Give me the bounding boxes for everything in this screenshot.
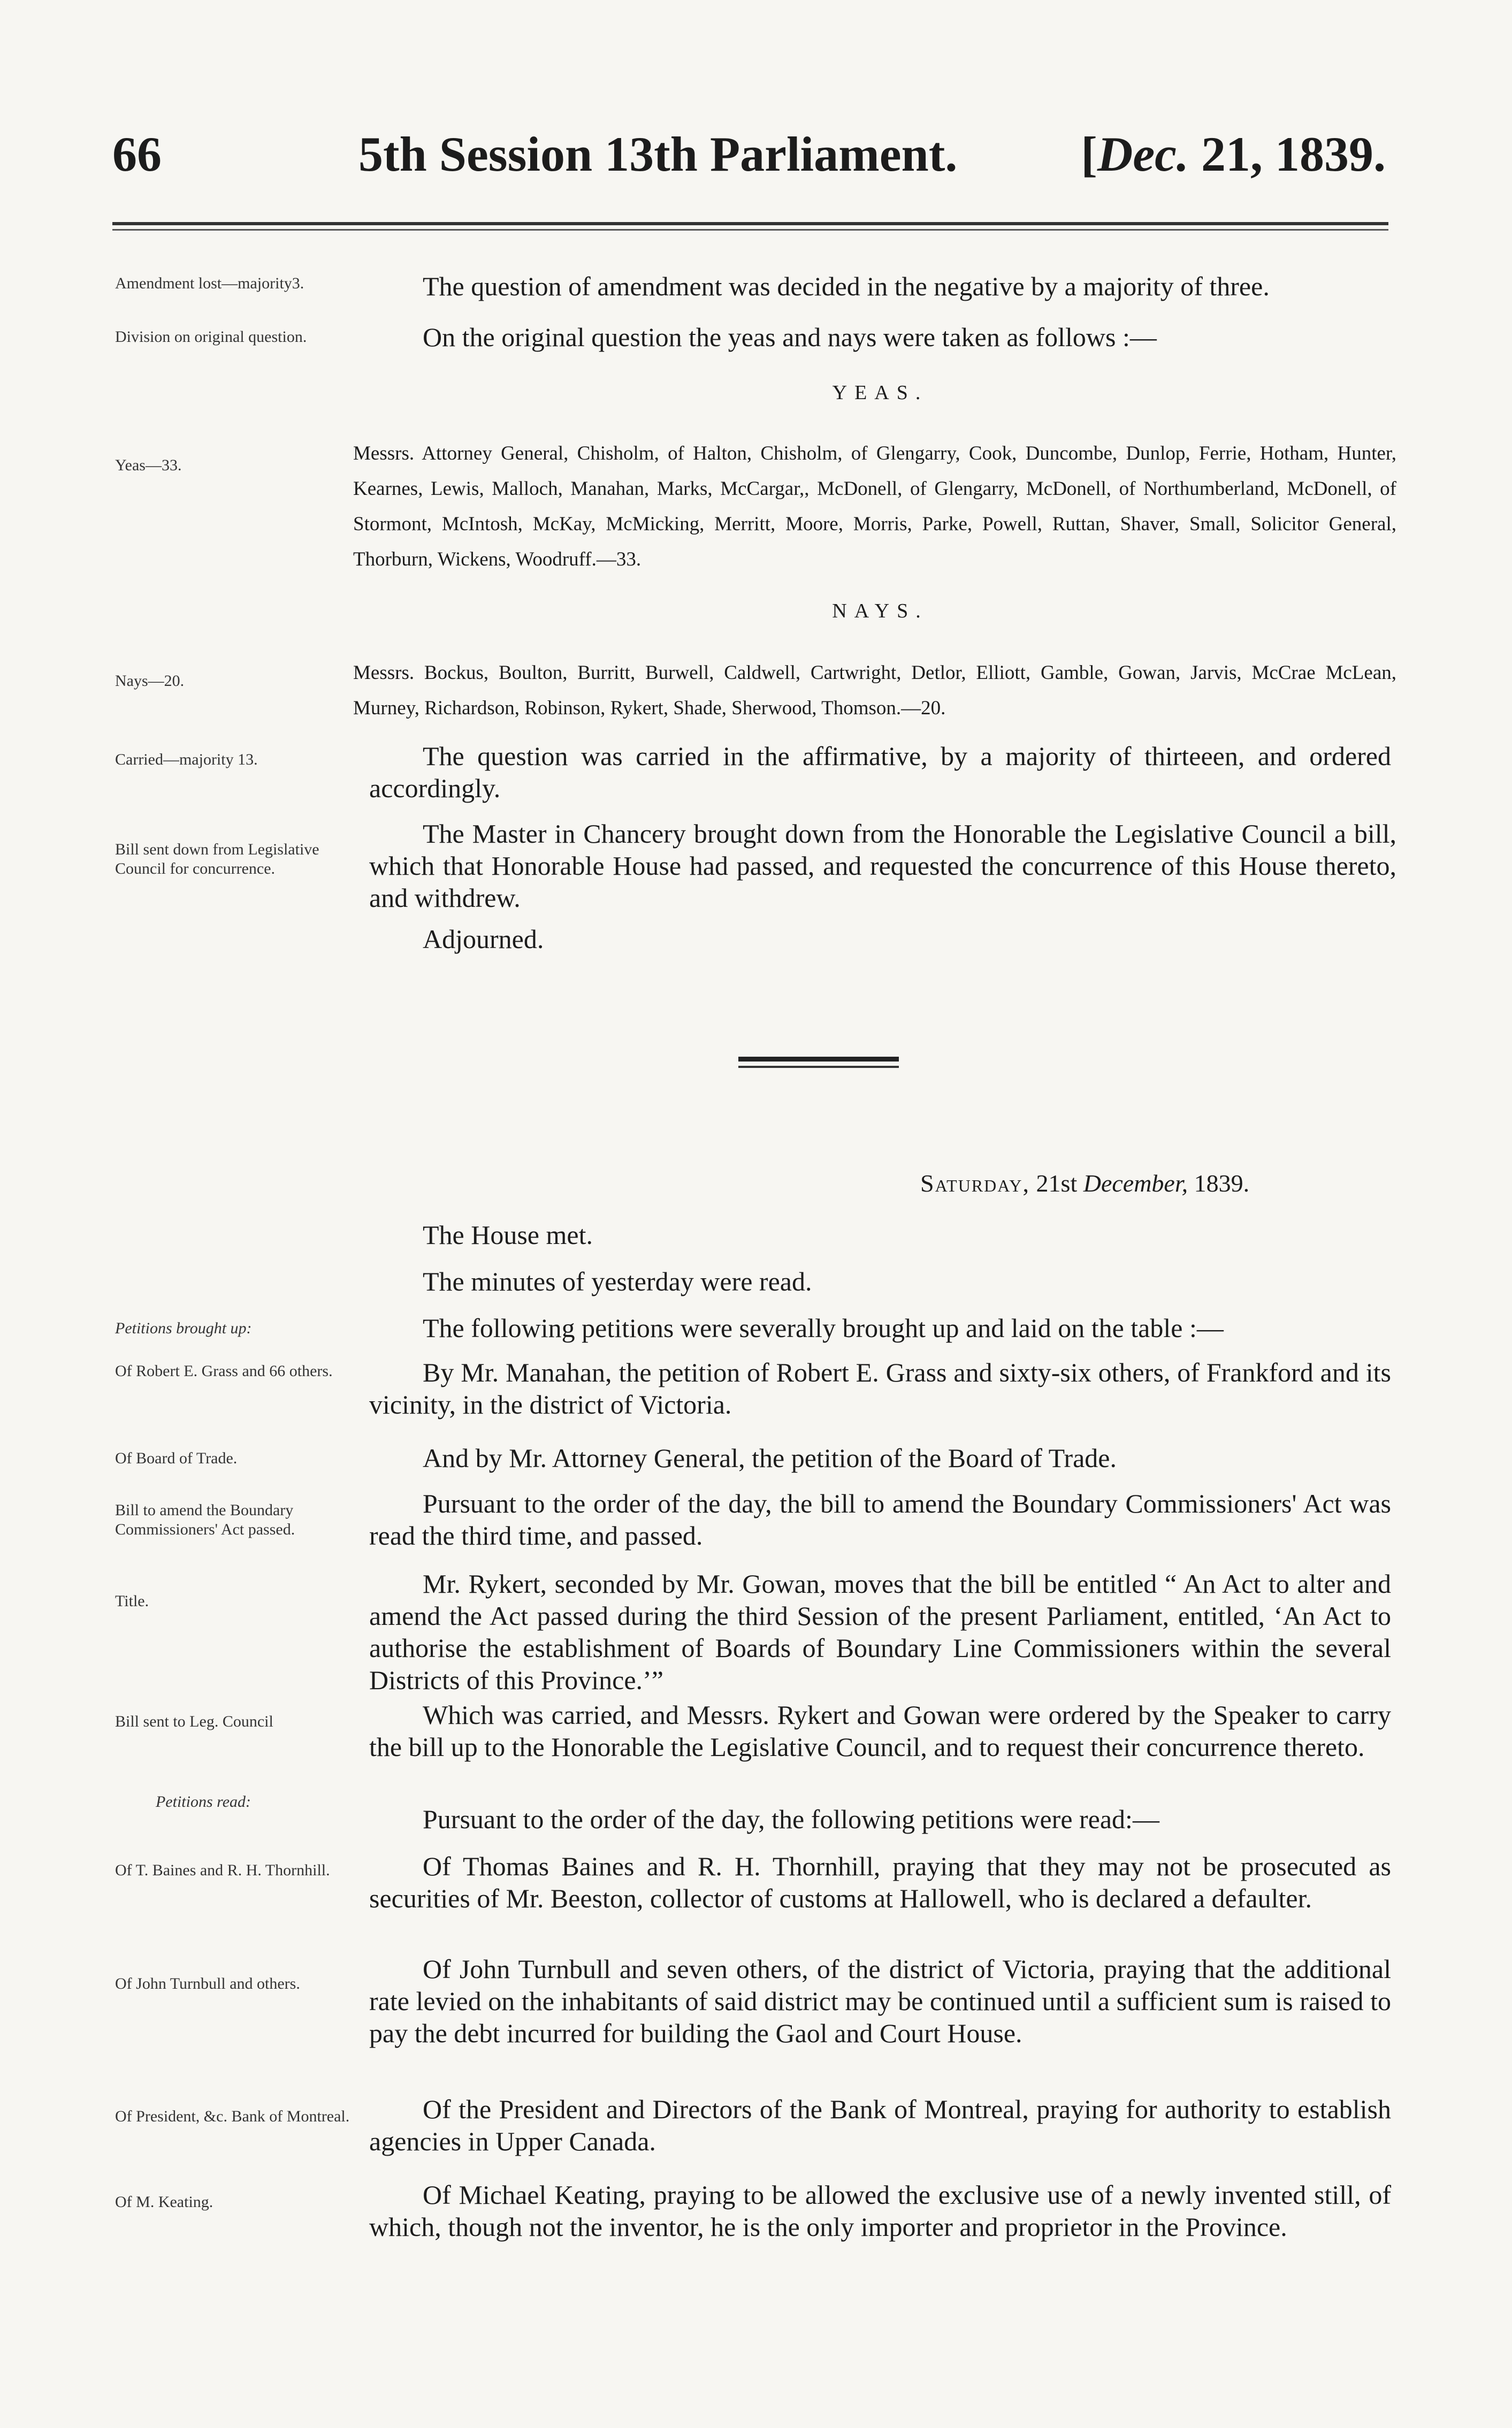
sitting-date: Saturday, 21st December, 1839. [920, 1170, 1250, 1197]
page-number: 66 [112, 127, 162, 181]
margin-note-grass: Of Robert E. Grass and 66 others. [115, 1362, 333, 1380]
paragraph-attorney: And by Mr. Attorney General, the petition of the Board of Trade. [423, 1443, 1117, 1473]
yeas-heading: YEAS. [832, 381, 928, 404]
margin-note-baines: Of T. Baines and R. H. Thornhill. [115, 1861, 330, 1879]
margin-note-board-trade: Of Board of Trade. [115, 1449, 238, 1467]
page-header [112, 126, 1386, 190]
margin-note-title: Title. [115, 1592, 149, 1610]
margin-note-bill-sent-down: Bill sent down from Legislative Council for concurrence. [115, 841, 319, 877]
margin-note-bill-sent-leg: Bill sent to Leg. Council [115, 1713, 273, 1730]
paragraph-minutes: The minutes of yesterday were read. [423, 1266, 812, 1296]
margin-note-nays: Nays—20. [115, 672, 185, 690]
paragraph-which-carried: Which was carried, and Messrs. Rykert and Gowan were ordered by the Speaker to carry the bill up to the Honorable the Legislative Council, and to request their concurrence thereto. [369, 1700, 1391, 1762]
margin-note-boundary-bill: Bill to amend the Boundary Commissioners' Act passed. [115, 1501, 295, 1538]
margin-note-petitions-read: Petitions read: [155, 1793, 251, 1811]
running-title: 5th Session 13th Parliament. [358, 127, 958, 181]
margin-note-carried: Carried—majority 13. [115, 751, 258, 768]
nays-names: Messrs. Bockus, Boulton, Burritt, Burwell, Caldwell, Cartwright, Detlor, Elliott, Gamble, Gowan, Jarvis, McCrae McLean, Murney, Richardson, Robinson, Rykert, Shade, Sherwood, Thomson.—20. [353, 662, 1396, 719]
header-date: [Dec. 21, 1839. [1081, 127, 1386, 181]
paragraph-baines: Of Thomas Baines and R. H. Thornhill, praying that they may not be prosecuted as securities of Mr. Beeston, collector of customs at Hallowell, who is declared a defaulter. [369, 1851, 1391, 1913]
yeas-names: Messrs. Attorney General, Chisholm, of Halton, Chisholm, of Glengarry, Cook, Duncombe, Dunlop, Ferrie, Hotham, Hunter, Kearnes, Lewis, Malloch, Manahan, Marks, McCargar,, McDonell, of Glengarry, McDonell, of Northumberland, McDonell, of Stormont, McIntosh, McKay, McMicking, Merritt, Moore, Morris, Parke, Powell, Ruttan, Shaver, Small, Solicitor General, Thorburn, Wickens, Woodruff.—33. [353, 442, 1396, 570]
paragraph-pursuant-boundary: Pursuant to the order of the day, the bill to amend the Boundary Commissioners' Act was read the third time, and passed. [369, 1488, 1391, 1551]
section-divider-thin [738, 1066, 899, 1068]
paragraph-president: Of the President and Directors of the Bank of Montreal, praying for authority to establish agencies in Upper Canada. [369, 2094, 1391, 2156]
paragraph-amendment: The question of amendment was decided in the negative by a majority of three. [423, 271, 1270, 301]
paragraph-keating: Of Michael Keating, praying to be allowed the exclusive use of a newly invented still, of which, though not the inventor, he is the only importer and proprietor in the Province. [369, 2180, 1391, 2242]
paragraph-adjourned: Adjourned. [423, 924, 544, 954]
section-divider [738, 1057, 899, 1062]
header-rule [112, 222, 1388, 225]
paragraph-master-chancery: The Master in Chancery brought down from the Honorable the Legislative Council a bill, which that Honorable House had passed, and requested the concurrence of this House thereto, and withdrew. [369, 819, 1396, 913]
margin-note-amendment: Amendment lost—majority3. [115, 274, 304, 292]
paragraph-original-question: On the original question the yeas and nays were taken as follows :— [423, 322, 1157, 352]
paragraph-turnbull: Of John Turnbull and seven others, of the district of Victoria, praying that the additional rate levied on the inhabitants of said district may be continued until a sufficient sum is raised to pay the debt incurred for building the Gaol and Court House. [369, 1954, 1391, 2048]
paragraph-house-met: The House met. [423, 1220, 593, 1250]
paragraph-manahan: By Mr. Manahan, the petition of Robert E. Grass and sixty-six others, of Frankford and its vicinity, in the district of Victoria. [369, 1357, 1391, 1419]
margin-note-division: Division on original question. [115, 328, 307, 346]
paragraph-following-petitions: The following petitions were severally brought up and laid on the table :— [423, 1313, 1224, 1343]
nays-heading: NAYS. [832, 600, 928, 622]
margin-note-yeas: Yeas—33. [115, 456, 182, 474]
paragraph-rykert: Mr. Rykert, seconded by Mr. Gowan, moves that the bill be entitled “ An Act to alter and amend the Act passed during the third Session of the present Parliament, entitled, ‘An Act to authorise the establishment of Boards of Boundary Line Commissioners within the several Districts of this Province.’” [369, 1569, 1391, 1695]
margin-note-keating: Of M. Keating. [115, 2193, 213, 2211]
margin-note-president-bank: Of President, &c. Bank of Montreal. [115, 2108, 350, 2125]
margin-note-petitions-brought: Petitions brought up: [115, 1319, 252, 1337]
header-rule-thin [112, 229, 1388, 231]
margin-note-turnbull: Of John Turnbull and others. [115, 1975, 300, 1992]
paragraph-carried: The question was carried in the affirmative, by a majority of thirteeen, and ordered accordingly. [369, 741, 1391, 803]
paragraph-pursuant-petitions: Pursuant to the order of the day, the following petitions were read:— [423, 1804, 1159, 1834]
